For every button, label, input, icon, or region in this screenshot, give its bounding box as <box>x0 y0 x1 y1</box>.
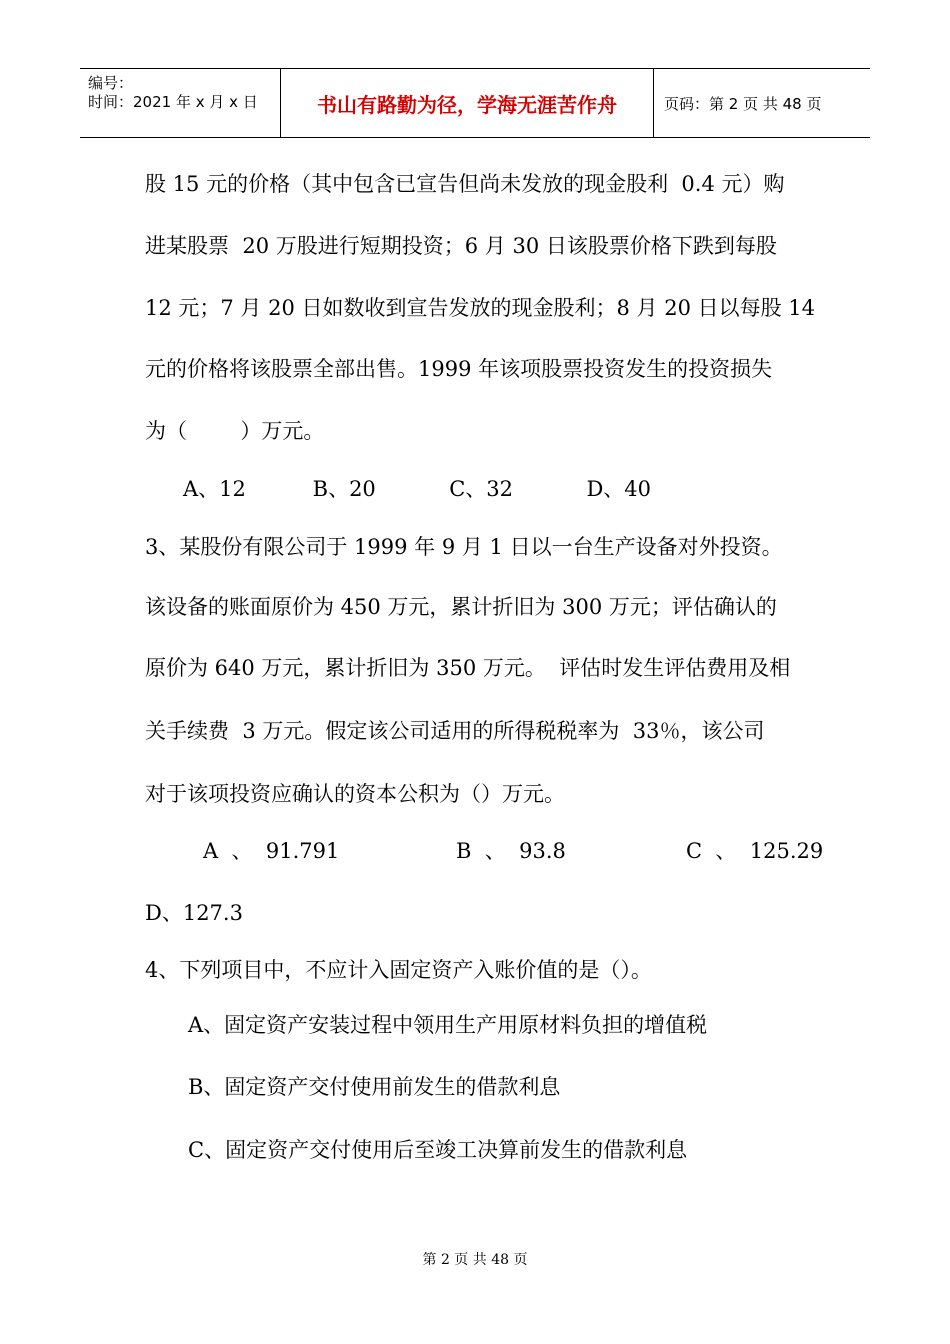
option-b: B 、 93.8 <box>456 839 566 863</box>
body-line: 该设备的账面原价为 450 万元，累计折旧为 300 万元；评估确认的 <box>145 595 777 619</box>
body-line: 原价为 640 万元，累计折旧为 350 万元。 评估时发生评估费用及相 <box>145 656 791 680</box>
body-line: 12 元；7 月 20 日如数收到宣告发放的现金股利；8 月 20 日以每股 14 <box>145 296 816 320</box>
header-motto-cell <box>281 69 654 137</box>
motto-text: 书山有路勤为径，学海无涯苦作舟 <box>317 92 617 117</box>
option-a: A、固定资产安装过程中领用生产用原材料负担的增值税 <box>188 1013 708 1037</box>
option-c: C、固定资产交付使用后至竣工决算前发生的借款利息 <box>188 1138 688 1162</box>
answer-options: A、12 B、20 C、32 D、40 <box>183 477 651 501</box>
question-3: 3、某股份有限公司于 1999 年 9 月 1 日以一台生产设备对外投资。 <box>145 535 783 559</box>
body-line: 元的价格将该股票全部出售。1999 年该项股票投资发生的投资损失 <box>145 357 773 381</box>
option-d: D、127.3 <box>145 901 243 925</box>
question-4: 4、下列项目中，不应计入固定资产入账价值的是（）。 <box>145 958 652 982</box>
body-line: 对于该项投资应确认的资本公积为（）万元。 <box>145 782 565 806</box>
body-line: 进某股票 20 万股进行短期投资；6 月 30 日该股票价格下跌到每股 <box>145 234 777 258</box>
option-a: A 、 91.791 <box>203 839 340 863</box>
number-label: 编号： <box>88 74 134 92</box>
body-line: 为（ ）万元。 <box>145 419 325 443</box>
time-label: 时间：2021 年 x 月 x 日 <box>88 93 258 111</box>
page-info: 页码：第 2 页 共 48 页 <box>664 95 822 113</box>
page-footer: 第 2 页 共 48 页 <box>422 1252 528 1268</box>
page-header <box>80 68 870 138</box>
body-line: 股 15 元的价格（其中包含已宣告但尚未发放的现金股利 0.4 元）购 <box>145 172 785 196</box>
option-c: C 、 125.29 <box>686 839 824 863</box>
body-line: 关手续费 3 万元。假定该公司适用的所得税税率为 33％，该公司 <box>145 719 765 743</box>
option-b: B、固定资产交付使用前发生的借款利息 <box>188 1075 561 1099</box>
header-meta-cell <box>80 69 281 137</box>
